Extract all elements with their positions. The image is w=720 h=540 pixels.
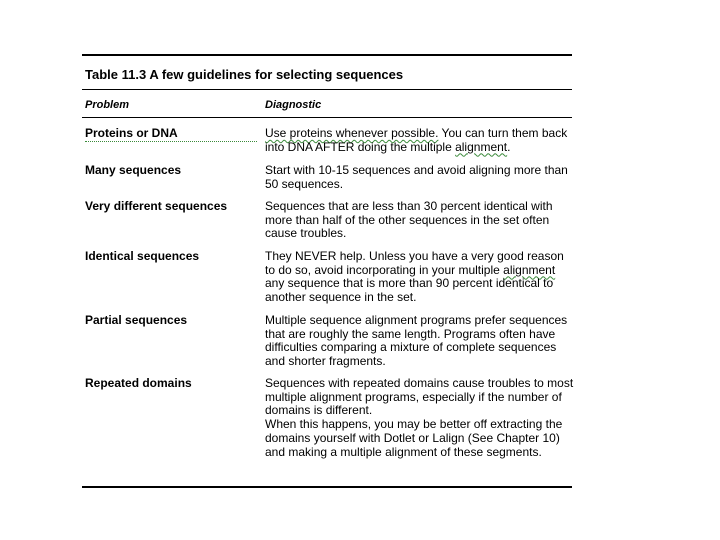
diagnostic-cell [265, 377, 575, 459]
diagnostic-line: cause troubles. [265, 226, 347, 241]
diagnostic-line: Sequences that are less than 30 percent identical with [265, 199, 553, 213]
diagnostic-line: any sequence that is more than 90 percent identical to [265, 276, 554, 291]
diagnostic-cell [265, 250, 575, 305]
diagnostic-line: multiple alignment programs, especially if the number of [265, 389, 562, 404]
diagnostic-line: domains yourself with Dotlet or Lalign (See Chapter 10) [265, 430, 560, 445]
diagnostic-line: another sequence in the set. [265, 290, 417, 305]
title-rule [82, 89, 572, 90]
problem-cell: Identical sequences [85, 249, 200, 263]
spellcheck-phrase: Use proteins whenever possible. [265, 126, 439, 140]
diagnostic-cell [265, 164, 575, 191]
diagnostic-line: more than half of the other sequences in the set often [265, 212, 550, 227]
diagnostic-cell [265, 127, 575, 154]
problem-cell: Proteins or DNA [85, 127, 257, 142]
diagnostic-line: Multiple sequence alignment programs prefer sequences [265, 313, 568, 327]
problem-cell: Partial sequences [85, 313, 188, 327]
diagnostic-line: When this happens, you may be better off extracting the [265, 417, 563, 432]
table-title: Table 11.3 A few guidelines for selecting sequences [85, 67, 404, 82]
diagnostic-cell [265, 314, 575, 369]
header-rule [82, 117, 572, 118]
diagnostic-line [265, 141, 575, 155]
diagnostic-line: and making a multiple alignment of these segments. [265, 444, 542, 459]
table-bottom-rule [82, 486, 572, 488]
problem-cell: Many sequences [85, 163, 182, 177]
diagnostic-line: Sequences with repeated domains cause troubles to most [265, 376, 574, 390]
diagnostic-line: domains is different. [265, 403, 373, 418]
diagnostic-line: 50 sequences. [265, 176, 344, 191]
column-header-diagnostic: Diagnostic [265, 99, 322, 111]
diagnostic-cell [265, 200, 575, 241]
problem-cell: Repeated domains [85, 376, 192, 390]
diagnostic-line: Start with 10-15 sequences and avoid aligning more than [265, 163, 568, 177]
text-fragment: . [507, 139, 511, 154]
text-fragment: to do so, avoid incorporating in your multiple [265, 262, 504, 277]
text-fragment: You can turn them back [438, 126, 568, 140]
spellcheck-word: alignment [455, 139, 508, 154]
spellcheck-word: alignment [503, 262, 556, 277]
diagnostic-line: difficulties comparing a mixture of complete sequences [265, 340, 557, 355]
column-header-problem: Problem [85, 99, 130, 111]
diagnostic-line [265, 264, 575, 278]
problem-cell: Very different sequences [85, 199, 228, 213]
text-fragment: into DNA AFTER doing the multiple [265, 139, 456, 154]
diagnostic-line: that are roughly the same length. Programs often have [265, 326, 556, 341]
diagnostic-line [265, 127, 575, 141]
diagnostic-line: They NEVER help. Unless you have a very good reason [265, 249, 564, 263]
table-top-rule [82, 54, 572, 56]
diagnostic-line: and shorter fragments. [265, 354, 386, 369]
